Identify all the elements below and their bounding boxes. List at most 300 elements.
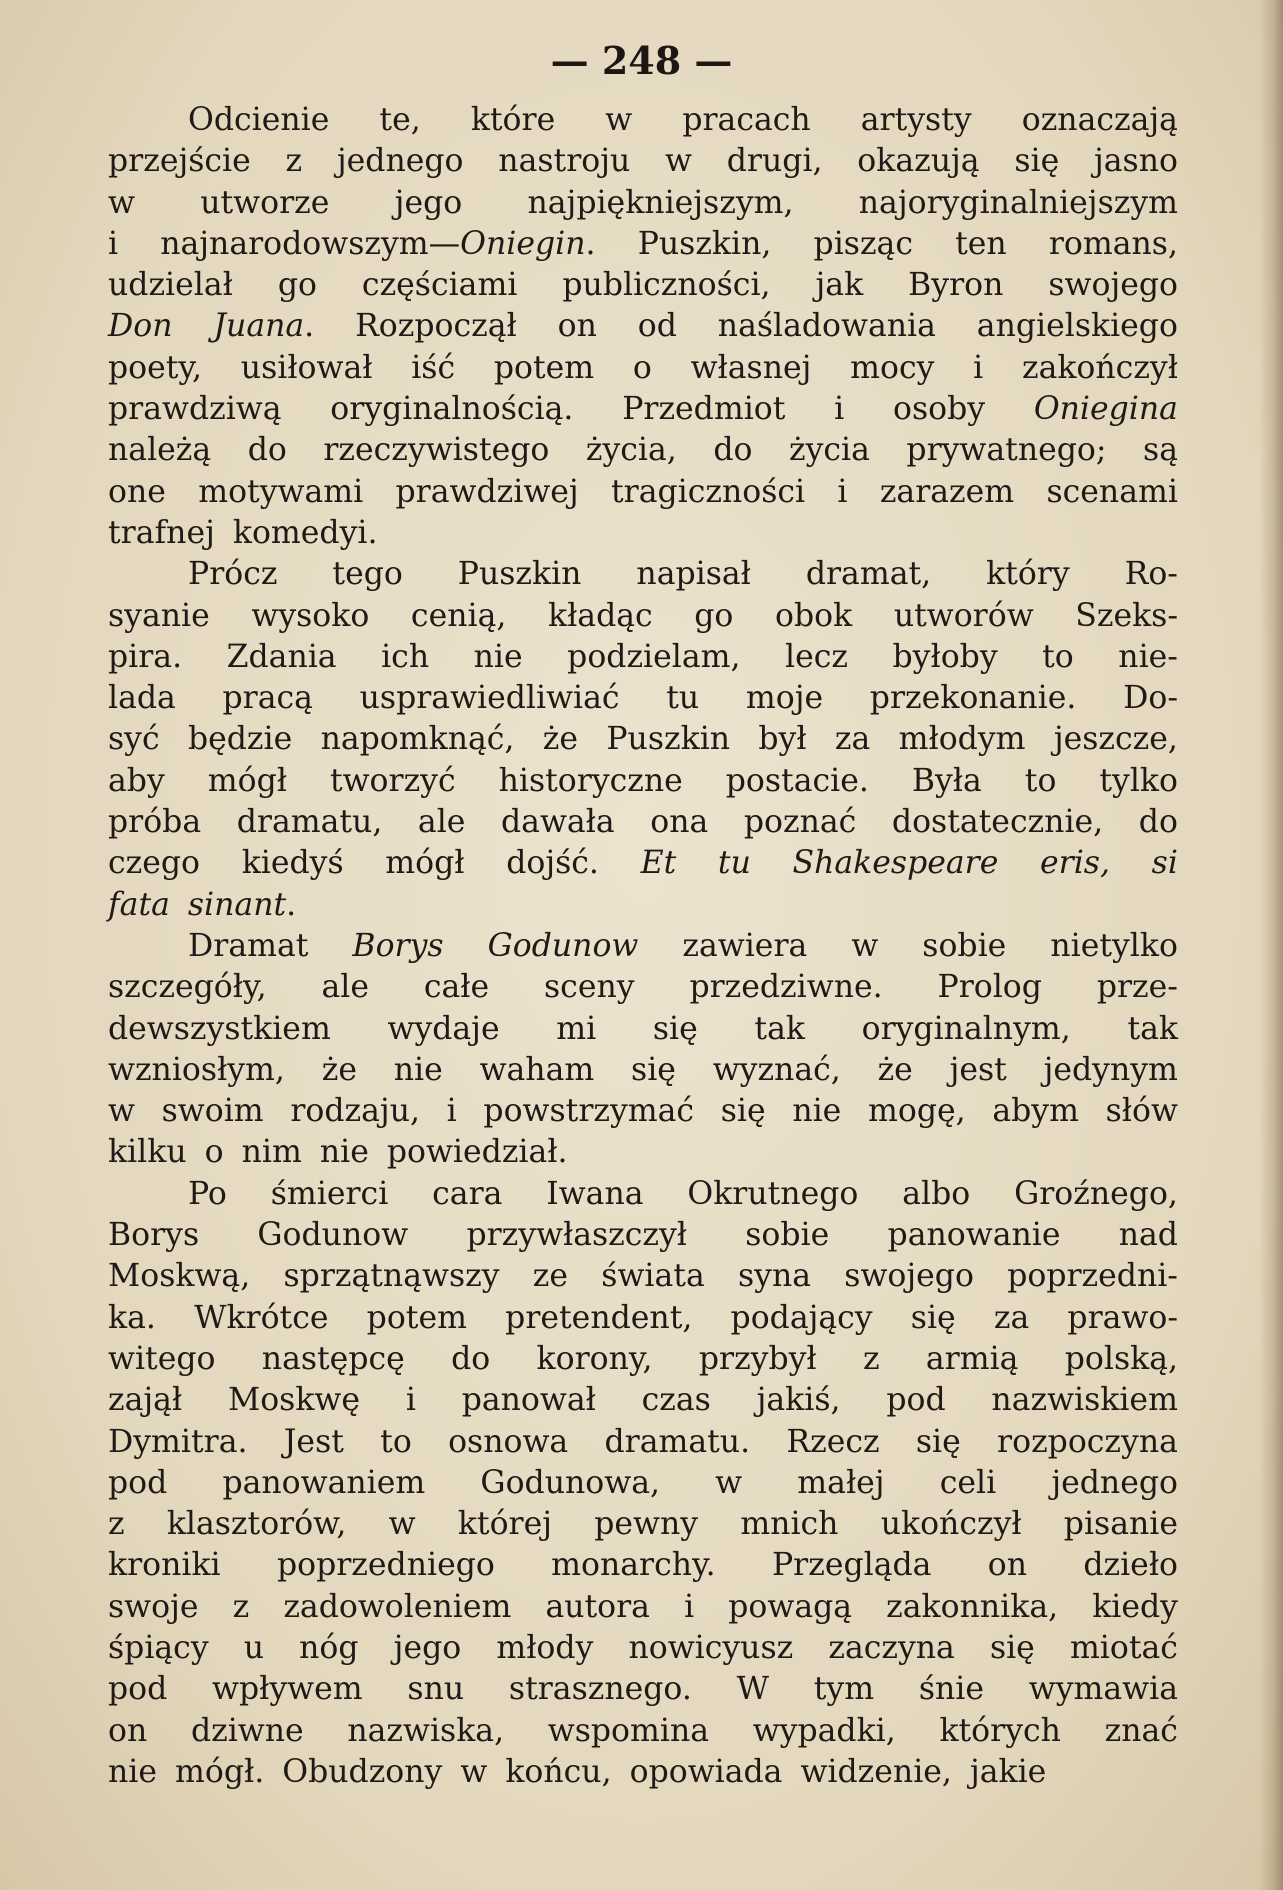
word: znać [1104, 1712, 1178, 1749]
word: poprzedni- [1007, 1258, 1178, 1295]
word: usprawiedliwiać [359, 680, 620, 717]
word: jednego [336, 143, 464, 180]
paragraph [108, 100, 1178, 554]
word: nie [473, 638, 523, 675]
word: jest [949, 1051, 1007, 1088]
word: dewszystkiem [108, 1010, 331, 1047]
word: w [605, 102, 633, 138]
word: panowanie [887, 1217, 1061, 1254]
word: komedyi. [232, 514, 378, 551]
word: przejście [108, 143, 251, 180]
text-line [108, 1256, 1178, 1297]
word: przedziwne. [689, 969, 883, 1006]
word: udzielał [108, 267, 233, 304]
word: przekonanie. [869, 680, 1077, 717]
word: końcu, [505, 1753, 612, 1790]
word: sinant. [187, 886, 297, 923]
word: syanie [108, 597, 210, 634]
word: i [405, 1382, 416, 1419]
word: szczegóły, [108, 969, 267, 1006]
word: drugi, [726, 143, 823, 180]
word: osnowa [448, 1423, 569, 1460]
word: pod [886, 1382, 946, 1419]
page-number: — 248 — [550, 38, 733, 83]
word: Jest [283, 1423, 344, 1460]
text-line [108, 637, 1178, 678]
word: i [446, 1093, 457, 1130]
word: Przedmiot [622, 391, 786, 428]
word: wymawia [1028, 1671, 1178, 1708]
word: się [915, 1423, 961, 1460]
word: kilku [108, 1134, 187, 1171]
word: mi [556, 1010, 597, 1047]
text-line [108, 183, 1178, 224]
word: jednego [1051, 1464, 1178, 1501]
word: Dymitra. [108, 1423, 248, 1460]
word: Moskwę [227, 1382, 361, 1419]
word: zaczyna [828, 1629, 955, 1666]
word: który [986, 556, 1070, 593]
word: pira. [108, 638, 183, 675]
word: rodzaju, [290, 1093, 420, 1130]
word: z [862, 1340, 880, 1377]
word: podający [730, 1299, 873, 1336]
word: z [108, 1506, 125, 1543]
text-line [108, 472, 1178, 513]
word: okazują [857, 143, 980, 180]
word: panowaniem [222, 1464, 426, 1501]
paragraph [108, 1174, 1178, 1793]
word: wysoko [251, 597, 370, 634]
word: polską, [1064, 1340, 1178, 1377]
word: go [277, 267, 317, 304]
word: mógł [207, 762, 287, 799]
word: usiłował [240, 349, 373, 386]
word: cenią, [410, 597, 507, 634]
word: Zdania [226, 638, 337, 675]
text-line [108, 1587, 1178, 1628]
word: potem [366, 1299, 467, 1336]
word: pewny [594, 1506, 699, 1543]
word: ich [381, 638, 430, 675]
word: Iwana [546, 1175, 644, 1212]
word: oryginalnym, [861, 1010, 1071, 1047]
word: romans, [1048, 225, 1178, 262]
word: strasznego. [508, 1671, 692, 1708]
word: albo [902, 1175, 971, 1212]
word: zakonnika, [886, 1588, 1059, 1625]
word: będzie [187, 721, 293, 758]
word: nie [319, 1134, 369, 1171]
text-line [108, 596, 1178, 637]
word: on [987, 1547, 1028, 1584]
word: Prócz [188, 556, 278, 593]
word: i [837, 473, 848, 510]
word: monarchy. [551, 1547, 716, 1584]
word: Przegląda [771, 1547, 932, 1584]
text-line [108, 389, 1178, 430]
word: dojść. [506, 845, 599, 882]
word: Puszkin [606, 721, 731, 758]
word: rozpoczyna [997, 1423, 1178, 1460]
word: której [457, 1506, 553, 1543]
word: tym [813, 1671, 875, 1708]
word: sobie [745, 1217, 830, 1254]
word: iść [411, 349, 456, 386]
word: wspomina [547, 1712, 710, 1749]
word: syna [737, 1258, 812, 1295]
word: Wkrótce [194, 1299, 329, 1336]
word: słów [1105, 1093, 1178, 1130]
word: prawdziwej [395, 473, 579, 510]
word: snu [407, 1671, 465, 1708]
paragraph [108, 926, 1178, 1174]
text-line [108, 1669, 1178, 1710]
word: tu [666, 680, 700, 717]
text-line [108, 926, 1178, 967]
text-line [108, 1711, 1178, 1752]
word: najoryginalniejszym [858, 184, 1178, 221]
word: najpiękniejszym, [527, 184, 794, 221]
word: pod [108, 1464, 168, 1501]
word: jasno [1093, 143, 1178, 180]
word: Obudzony [282, 1753, 443, 1790]
word: trafnej [108, 514, 215, 551]
word: poety, [108, 349, 203, 386]
word: waham [479, 1051, 595, 1088]
word: Dramat [188, 927, 309, 964]
word: następcę [261, 1340, 405, 1377]
word: czas [641, 1382, 711, 1419]
word: pod [108, 1671, 168, 1708]
word: śmierci [270, 1175, 389, 1212]
word: Don [108, 308, 173, 345]
word: się [989, 1629, 1035, 1666]
text-line [108, 1215, 1178, 1256]
word: nowicyusz [628, 1629, 794, 1666]
word: Odcienie [188, 102, 330, 138]
word: Moskwą, [108, 1258, 251, 1295]
word: naśladowania [717, 308, 936, 345]
word: które [470, 102, 556, 138]
word: kładąc [547, 597, 653, 634]
word: prze- [1096, 969, 1178, 1006]
word: motywami [198, 473, 364, 510]
word: aby [108, 762, 165, 799]
word: widzenie, [800, 1753, 952, 1790]
text-line [108, 348, 1178, 389]
text-line [108, 265, 1178, 306]
word: najnarodowszym—Oniegin. [160, 225, 596, 262]
word: kiedyś [241, 845, 344, 882]
word: byłoby [892, 638, 998, 675]
text-line [108, 1752, 1178, 1793]
word: ten [955, 225, 1007, 262]
word: Shakespeare [792, 845, 999, 882]
word: podzielam, [567, 638, 741, 675]
word: Puszkin, [637, 225, 772, 262]
word: w [665, 143, 692, 180]
text-line [108, 1463, 1178, 1504]
word: mocy [850, 349, 935, 386]
word: się [631, 1051, 676, 1088]
word: cara [432, 1175, 503, 1212]
word: mógł [385, 845, 465, 882]
word: potem [493, 349, 595, 386]
word: te, [379, 102, 421, 138]
word: i [973, 349, 984, 386]
word: życia, [585, 432, 677, 469]
word: swoje [108, 1588, 199, 1625]
word: są [1143, 432, 1178, 469]
word: Okrutnego [687, 1175, 859, 1212]
word: do [247, 432, 287, 469]
word: pisząc [813, 225, 913, 262]
text-line [108, 554, 1178, 595]
text-line [108, 967, 1178, 1008]
word: dzieło [1083, 1547, 1178, 1584]
word: przybył [698, 1340, 817, 1377]
text-line [108, 513, 1178, 554]
word: Ro- [1124, 556, 1178, 593]
word: o [632, 349, 652, 386]
word: że [877, 1051, 913, 1088]
word: dramatu. [604, 1423, 751, 1460]
word: Godunowa, [480, 1464, 661, 1501]
word: angielskiego [976, 308, 1178, 345]
word: młodym [898, 721, 1026, 758]
word: i [834, 391, 845, 428]
word: nie- [1118, 638, 1178, 675]
word: on [557, 308, 597, 345]
word: ona [650, 804, 709, 841]
word: syć [108, 721, 160, 758]
word: Groźnego, [1014, 1175, 1178, 1212]
text-line [108, 719, 1178, 760]
text-line [108, 1050, 1178, 1091]
word: prywatnego; [906, 432, 1107, 469]
word: nazwiskiem [991, 1382, 1178, 1419]
word: z [232, 1588, 250, 1625]
word: publiczności, [562, 267, 771, 304]
word: tworzyć [329, 762, 456, 799]
word: że [542, 721, 579, 758]
body-text [108, 100, 1178, 1793]
word: Byron [908, 267, 1004, 304]
word: sobie [922, 927, 1007, 964]
word: mogę, [868, 1093, 966, 1130]
word: scenami [1046, 473, 1178, 510]
word: napomknąć, [320, 721, 515, 758]
word: się [720, 1093, 766, 1130]
word: Rzecz [786, 1423, 880, 1460]
word: obok [775, 597, 853, 634]
word: prawdziwą [108, 391, 282, 428]
word: śpiący [108, 1629, 209, 1666]
text-line [108, 1422, 1178, 1463]
text-line [108, 1091, 1178, 1132]
word: Puszkin [457, 556, 582, 593]
word: Rozpoczął [355, 308, 517, 345]
text-line [108, 430, 1178, 471]
word: tego [332, 556, 403, 593]
word: autora [545, 1588, 650, 1625]
word: przywłaszczył [466, 1217, 688, 1254]
word: zajął [108, 1382, 183, 1419]
word: o [204, 1134, 224, 1171]
word: wzniosłym, [108, 1051, 285, 1088]
text-line [108, 1174, 1178, 1215]
word: on [108, 1712, 148, 1749]
word: wpływem [212, 1671, 363, 1708]
word: nóg [299, 1629, 359, 1666]
word: armią [925, 1340, 1019, 1377]
word: mnich [740, 1506, 839, 1543]
text-line [108, 1132, 1178, 1173]
word: pretendent, [505, 1299, 693, 1336]
word: swoim [161, 1093, 264, 1130]
word: tylko [1099, 762, 1178, 799]
text-line [108, 1380, 1178, 1421]
word: nastroju [498, 143, 631, 180]
word: się [1014, 143, 1060, 180]
word: tragiczności [611, 473, 806, 510]
word: czego [108, 845, 201, 882]
word: historyczne [498, 762, 683, 799]
word: od [637, 308, 677, 345]
word: oznaczają [1021, 102, 1178, 138]
word: sprzątnąwszy [283, 1258, 500, 1295]
word: nad [1118, 1217, 1178, 1254]
word: Godunow [257, 1217, 409, 1254]
word: że [321, 1051, 357, 1088]
word: własnej [690, 349, 812, 386]
word: dramatu, [236, 804, 383, 841]
word: w [851, 927, 879, 964]
word: go [694, 597, 734, 634]
word: zakończył [1021, 349, 1178, 386]
word: tak [754, 1010, 805, 1047]
word: nie [108, 1753, 158, 1790]
word: ze [532, 1258, 569, 1295]
text-line [108, 1504, 1178, 1545]
word: fata [108, 886, 170, 923]
text-line [108, 100, 1178, 141]
word: próba [108, 804, 202, 841]
word: ale [417, 804, 466, 841]
word: Juana. [213, 308, 315, 345]
word: napisał [636, 556, 751, 593]
text-line [108, 1339, 1178, 1380]
word: zarazem [879, 473, 1015, 510]
word: młody [496, 1629, 594, 1666]
word: Do- [1123, 680, 1178, 717]
word: wyznać, [712, 1051, 841, 1088]
word: częściami [361, 267, 518, 304]
word: nietylko [1050, 927, 1178, 964]
word: zawiera [682, 927, 808, 964]
text-line [108, 1628, 1178, 1669]
word: śnie [918, 1671, 984, 1708]
word: eris, [1040, 845, 1110, 882]
word: u [243, 1629, 265, 1666]
text-line [108, 802, 1178, 843]
word: lecz [785, 638, 848, 675]
word: ka. [108, 1299, 156, 1336]
word: artysty [860, 102, 972, 138]
word: dramat, [805, 556, 932, 593]
word: kroniki [108, 1547, 221, 1584]
word: to [380, 1423, 412, 1460]
word: nie [393, 1051, 443, 1088]
text-line [108, 306, 1178, 347]
word: swojego [844, 1258, 974, 1295]
word: si [1151, 845, 1178, 882]
word: w [388, 1506, 416, 1543]
word: nie [792, 1093, 842, 1130]
word: jakie [969, 1753, 1047, 1790]
word: dostatecznie, [891, 804, 1104, 841]
word: powiedział. [386, 1134, 568, 1171]
word: osoby [893, 391, 986, 428]
word: sceny [544, 969, 635, 1006]
page-edge-shadow [1259, 0, 1283, 1890]
paragraph [108, 554, 1178, 926]
word: jakiś, [756, 1382, 841, 1419]
word: był [758, 721, 807, 758]
word: poznać [743, 804, 857, 841]
text-line [108, 678, 1178, 719]
word: panował [461, 1382, 596, 1419]
word: to [1024, 762, 1057, 799]
word: małej [797, 1464, 885, 1501]
word: korony, [536, 1340, 653, 1377]
word: to [1042, 638, 1074, 675]
word: których [939, 1712, 1061, 1749]
word: całe [423, 969, 490, 1006]
word: w [460, 1753, 488, 1790]
word: do [1138, 804, 1178, 841]
word: Prolog [937, 969, 1042, 1006]
word: pracą [222, 680, 313, 717]
word: one [108, 473, 166, 510]
word: zadowoleniem [283, 1588, 512, 1625]
word: jedynym [1043, 1051, 1178, 1088]
word: Godunow [487, 927, 639, 964]
word: prawo- [1067, 1299, 1178, 1336]
word: W [736, 1671, 769, 1708]
text-line [108, 1298, 1178, 1339]
word: poprzedniego [276, 1547, 495, 1584]
word: życia [788, 432, 870, 469]
word: utworze [200, 184, 330, 221]
word: wydaje [387, 1010, 500, 1047]
word: jak [815, 267, 864, 304]
word: i [684, 1588, 695, 1625]
word: i [108, 225, 119, 262]
word: jego [393, 1629, 462, 1666]
text-line [108, 843, 1178, 884]
word: swojego [1048, 267, 1178, 304]
text-line [108, 1545, 1178, 1586]
word: ukończył [880, 1506, 1022, 1543]
word: tu [717, 845, 751, 882]
word: moje [745, 680, 824, 717]
word: pracach [682, 102, 811, 138]
word: Borys [108, 1217, 200, 1254]
word: utworów [893, 597, 1034, 634]
word: kiedy [1092, 1588, 1178, 1625]
